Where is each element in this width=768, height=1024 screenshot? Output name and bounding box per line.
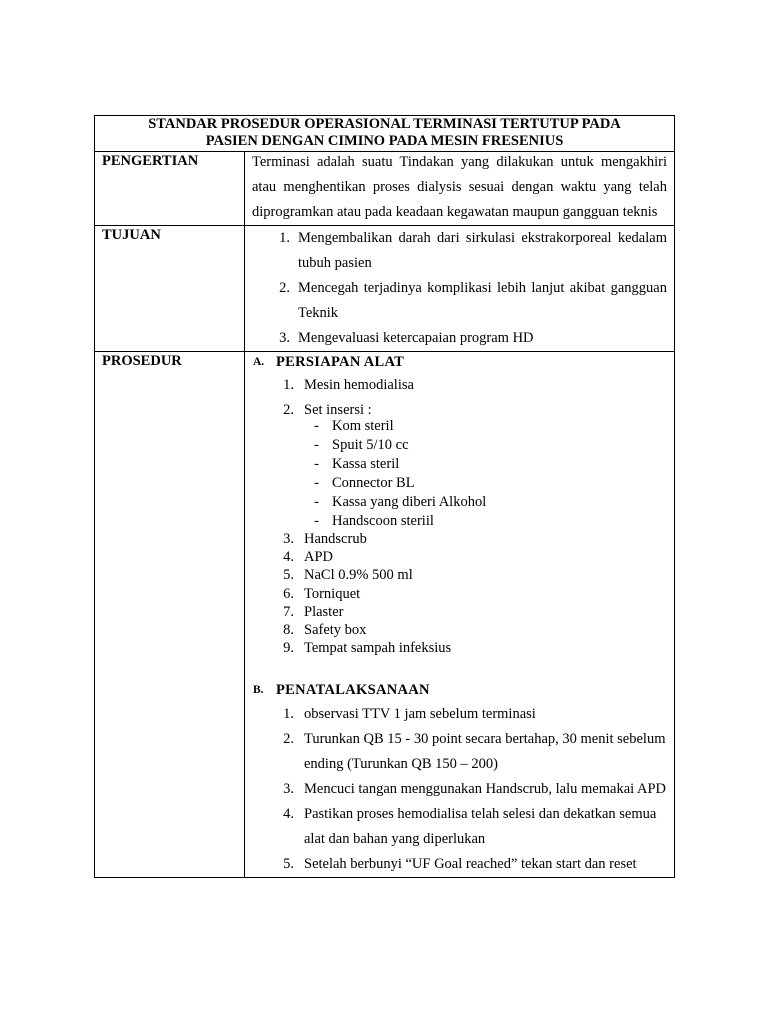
- section-b-list: [245, 702, 674, 877]
- section-letter: A.: [253, 356, 265, 368]
- list-item: [245, 639, 674, 657]
- sub-item: [245, 474, 674, 493]
- list-number: 3.: [283, 531, 294, 547]
- list-item: [245, 802, 674, 852]
- list-item: [245, 530, 674, 548]
- list-text: Tempat sampah infeksius: [304, 640, 452, 657]
- section-letter: B.: [253, 684, 264, 697]
- list-item: [245, 226, 667, 276]
- list-item: [245, 373, 674, 398]
- sop-table: [94, 115, 675, 878]
- list-number: 2.: [283, 402, 294, 418]
- list-number: 2.: [283, 731, 294, 748]
- section-a-list-top: [245, 373, 674, 423]
- list-item: [245, 326, 667, 351]
- list-number: 6.: [283, 585, 294, 602]
- document-title: [95, 116, 675, 152]
- list-number: 1.: [279, 230, 290, 246]
- list-text: Plaster: [304, 603, 344, 620]
- list-number: 5.: [283, 567, 294, 584]
- set-insersi-sublist: [245, 417, 674, 531]
- list-text: Pastikan proses hemodialisa telah selesi dan dekatkan semua alat dan bahan yang diperlukan: [304, 806, 657, 848]
- prosedur-content: [245, 352, 675, 878]
- list-number: 9.: [283, 640, 294, 657]
- sub-item-text: Kassa steril: [332, 456, 400, 472]
- tujuan-label: TUJUAN: [95, 226, 245, 352]
- list-item: [245, 603, 674, 621]
- list-text: Torniquet: [304, 585, 361, 602]
- list-item: [245, 777, 674, 802]
- list-item: [245, 585, 674, 603]
- pengertian-label: PENGERTIAN: [95, 152, 245, 226]
- list-text: Mengembalikan darah dari sirkulasi ekstrakorporeal kedalam tubuh pasien: [298, 230, 667, 271]
- list-item: [245, 548, 674, 566]
- list-item: [245, 852, 674, 877]
- dash-marker: -: [314, 437, 319, 453]
- dash-marker: -: [314, 513, 319, 529]
- list-number: 5.: [283, 856, 294, 873]
- pengertian-content: [245, 152, 675, 226]
- prosedur-row: [95, 352, 675, 878]
- list-number: 4.: [283, 549, 294, 566]
- list-number: 7.: [283, 603, 294, 620]
- list-number: 1.: [283, 377, 294, 393]
- list-text: APD: [304, 549, 334, 566]
- title-row: [95, 116, 675, 152]
- prosedur-label: PROSEDUR: [95, 352, 245, 878]
- sub-item-text: Kassa yang diberi Alkohol: [332, 494, 487, 510]
- sub-item: [245, 436, 674, 455]
- dash-marker: -: [314, 418, 319, 434]
- section-title: PENATALAKSANAAN: [276, 682, 430, 699]
- list-text: Turunkan QB 15 - 30 point secara bertahap, 30 menit sebelum ending (Turunkan QB 150 – 200): [304, 731, 666, 773]
- dash-marker: -: [314, 456, 319, 472]
- dash-marker: -: [314, 494, 319, 510]
- sub-item: [245, 455, 674, 474]
- section-title: PERSIAPAN ALAT: [276, 354, 405, 370]
- tujuan-list: [245, 226, 674, 351]
- tujuan-content: [245, 226, 675, 352]
- sub-item-text: Spuit 5/10 cc: [332, 437, 409, 453]
- list-text: Mencegah terjadinya komplikasi lebih lanjut akibat gangguan Teknik: [298, 280, 667, 321]
- sub-item-text: Kom steril: [332, 418, 394, 434]
- pengertian-text: Terminasi adalah suatu Tindakan yang dilakukan untuk mengakhiri atau menghentikan proses dialysis sesuai dengan waktu yang telah diprogramkan atau pada keadaan kegawatan maupun gangguan teknis: [252, 154, 667, 220]
- list-text: Mengevaluasi ketercapaian program HD: [298, 330, 534, 346]
- tujuan-row: [95, 226, 675, 352]
- list-text: observasi TTV 1 jam sebelum terminasi: [304, 706, 536, 723]
- list-number: 4.: [283, 806, 294, 823]
- list-number: 1.: [283, 706, 294, 723]
- list-item: [245, 566, 674, 584]
- section-a-list-rest: [245, 530, 674, 657]
- list-text: Mencuci tangan menggunakan Handscrub, lalu memakai APD: [304, 781, 666, 798]
- list-number: 8.: [283, 622, 294, 639]
- list-number: 2.: [279, 280, 290, 296]
- sub-item-text: Connector BL: [332, 475, 415, 491]
- list-text: Set insersi :: [304, 402, 372, 418]
- list-text: NaCl 0.9% 500 ml: [304, 567, 413, 584]
- list-item: [245, 702, 674, 727]
- list-text: Handscrub: [304, 531, 367, 547]
- pengertian-row: [95, 152, 675, 226]
- section-b-heading: [245, 681, 674, 699]
- list-text: Setelah berbunyi “UF Goal reached” tekan start dan reset: [304, 856, 637, 873]
- list-item: [245, 276, 667, 326]
- sub-item-text: Handscoon steriil: [332, 513, 434, 529]
- list-item: [245, 727, 674, 777]
- sub-item: [245, 493, 674, 512]
- list-number: 3.: [283, 781, 294, 798]
- list-number: 3.: [279, 330, 290, 346]
- list-text: Safety box: [304, 622, 367, 639]
- dash-marker: -: [314, 475, 319, 491]
- title-line-1: STANDAR PROSEDUR OPERASIONAL TERMINASI TERTUTUP PADA: [148, 116, 621, 132]
- section-a-heading: [245, 353, 674, 371]
- list-text: Mesin hemodialisa: [304, 377, 414, 393]
- title-line-2: PASIEN DENGAN CIMINO PADA MESIN FRESENIUS: [205, 133, 564, 149]
- sub-item: [245, 512, 674, 531]
- list-item: [245, 621, 674, 639]
